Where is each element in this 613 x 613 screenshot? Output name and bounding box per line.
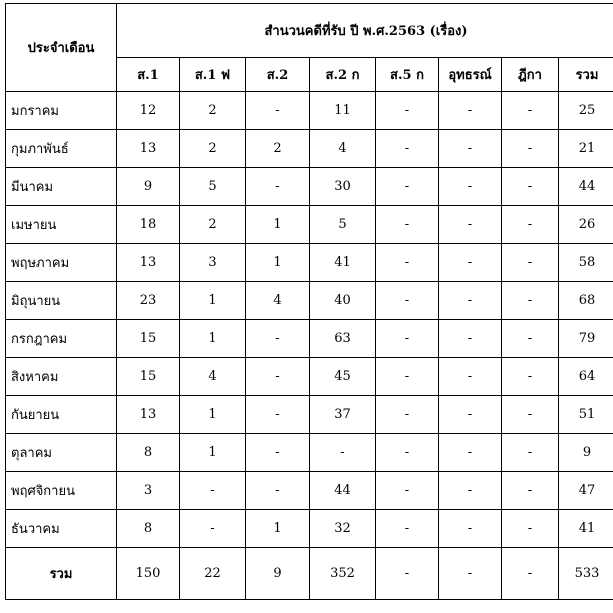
month-cell: พฤศจิกายน [6,472,117,510]
value-cell: 21 [559,130,613,168]
month-cell: พฤษภาคม [6,244,117,282]
value-cell: 9 [117,168,180,206]
month-cell: ธันวาคม [6,510,117,548]
value-cell: 5 [310,206,376,244]
total-row [6,548,613,600]
case-statistics-table [5,3,613,600]
value-cell: - [376,396,439,434]
value-cell: - [439,282,502,320]
value-cell: 9 [559,434,613,472]
value-cell: - [376,510,439,548]
value-cell: - [502,282,559,320]
value-cell: - [376,320,439,358]
value-cell: - [502,168,559,206]
value-cell: 32 [310,510,376,548]
month-cell: สิงหาคม [6,358,117,396]
value-cell: 58 [559,244,613,282]
column-header: รวม [559,58,613,92]
value-cell: - [502,92,559,130]
month-cell: มิถุนายน [6,282,117,320]
value-cell: - [180,472,246,510]
column-header: ส.2 [246,58,310,92]
value-cell: 8 [117,510,180,548]
value-cell: 51 [559,396,613,434]
value-cell: 8 [117,434,180,472]
month-cell: มีนาคม [6,168,117,206]
value-cell: - [502,206,559,244]
value-cell: - [246,92,310,130]
value-cell: - [246,358,310,396]
value-cell: - [439,320,502,358]
group-column-header: สำนวนคดีที่รับ ปี พ.ศ.2563 (เรื่อง) [117,4,613,58]
table-body [6,92,613,600]
value-cell: 30 [310,168,376,206]
value-cell: 12 [117,92,180,130]
table-row [6,206,613,244]
value-cell: - [439,168,502,206]
value-cell: - [246,434,310,472]
value-cell: 2 [180,92,246,130]
value-cell: - [439,472,502,510]
value-cell: - [246,168,310,206]
value-cell: 25 [559,92,613,130]
column-header: ส.1 ฟ [180,58,246,92]
value-cell: 1 [180,282,246,320]
value-cell: 4 [310,130,376,168]
value-cell: - [439,92,502,130]
table-row [6,130,613,168]
value-cell: 1 [246,206,310,244]
value-cell: 13 [117,396,180,434]
value-cell: - [439,130,502,168]
column-header: อุทธรณ์ [439,58,502,92]
value-cell: 13 [117,130,180,168]
value-cell: - [376,282,439,320]
value-cell: 63 [310,320,376,358]
value-cell: - [502,244,559,282]
table-row [6,358,613,396]
value-cell: 4 [180,358,246,396]
value-cell: 44 [559,168,613,206]
value-cell: 41 [559,510,613,548]
value-cell: - [502,320,559,358]
value-cell: 4 [246,282,310,320]
table-row [6,510,613,548]
value-cell: - [180,510,246,548]
total-value-cell: - [439,548,502,600]
value-cell: 2 [180,130,246,168]
table-row [6,168,613,206]
value-cell: - [246,320,310,358]
value-cell: - [310,434,376,472]
value-cell: - [376,130,439,168]
month-cell: มกราคม [6,92,117,130]
value-cell: 37 [310,396,376,434]
table-row [6,244,613,282]
value-cell: - [376,168,439,206]
total-value-cell: - [502,548,559,600]
value-cell: - [439,358,502,396]
value-cell: - [439,206,502,244]
total-label: รวม [6,548,117,600]
value-cell: 40 [310,282,376,320]
value-cell: 44 [310,472,376,510]
value-cell: 41 [310,244,376,282]
table-row [6,92,613,130]
column-header: ส.1 [117,58,180,92]
value-cell: 5 [180,168,246,206]
value-cell: 3 [180,244,246,282]
value-cell: 1 [180,320,246,358]
value-cell: 11 [310,92,376,130]
value-cell: - [439,510,502,548]
value-cell: 1 [246,510,310,548]
value-cell: - [376,244,439,282]
month-cell: ตุลาคม [6,434,117,472]
value-cell: 15 [117,320,180,358]
value-cell: - [439,244,502,282]
value-cell: - [246,472,310,510]
value-cell: - [502,434,559,472]
value-cell: - [502,358,559,396]
value-cell: 3 [117,472,180,510]
column-header: ส.2 ก [310,58,376,92]
value-cell: 68 [559,282,613,320]
value-cell: - [376,206,439,244]
total-value-cell: 9 [246,548,310,600]
month-cell: กันยายน [6,396,117,434]
value-cell: 23 [117,282,180,320]
value-cell: 15 [117,358,180,396]
value-cell: - [246,396,310,434]
value-cell: 47 [559,472,613,510]
value-cell: 13 [117,244,180,282]
value-cell: 79 [559,320,613,358]
value-cell: 1 [180,396,246,434]
table-row [6,320,613,358]
total-value-cell: 22 [180,548,246,600]
value-cell: - [439,396,502,434]
value-cell: 2 [246,130,310,168]
table-row [6,396,613,434]
total-value-cell: - [376,548,439,600]
column-header: ส.5 ก [376,58,439,92]
total-value-cell: 150 [117,548,180,600]
column-header: ฎีกา [502,58,559,92]
table-row [6,282,613,320]
value-cell: - [376,472,439,510]
month-column-header: ประจำเดือน [6,4,117,92]
value-cell: - [376,434,439,472]
value-cell: - [502,396,559,434]
value-cell: 26 [559,206,613,244]
total-value-cell: 352 [310,548,376,600]
value-cell: 18 [117,206,180,244]
total-value-cell: 533 [559,548,613,600]
table-row [6,434,613,472]
value-cell: 1 [180,434,246,472]
value-cell: - [376,358,439,396]
table-row [6,472,613,510]
month-cell: กุมภาพันธ์ [6,130,117,168]
value-cell: - [502,130,559,168]
month-cell: เมษายน [6,206,117,244]
value-cell: - [439,434,502,472]
value-cell: 64 [559,358,613,396]
value-cell: - [376,92,439,130]
value-cell: - [502,472,559,510]
month-cell: กรกฎาคม [6,320,117,358]
value-cell: 1 [246,244,310,282]
value-cell: 2 [180,206,246,244]
value-cell: - [502,510,559,548]
value-cell: 45 [310,358,376,396]
